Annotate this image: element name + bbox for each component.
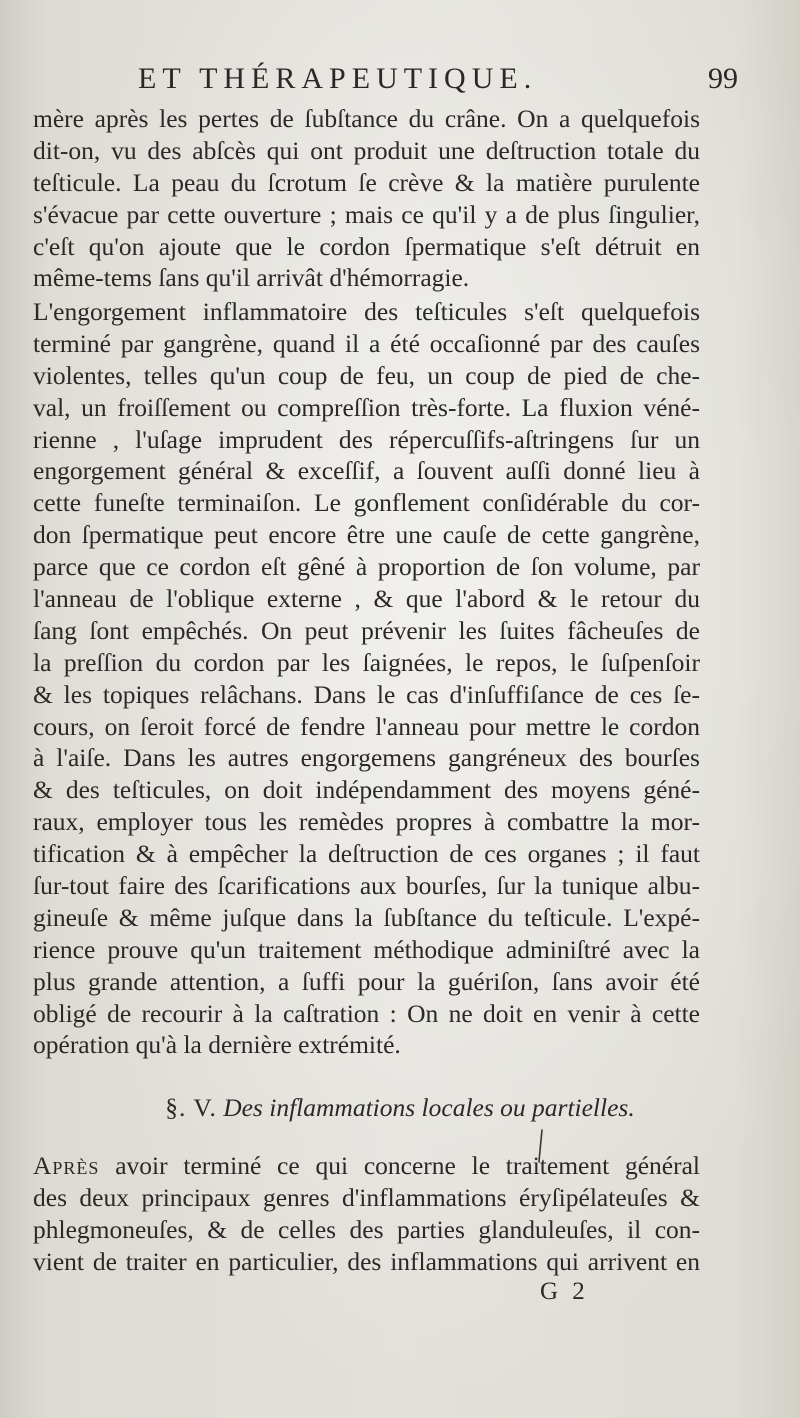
page-number: 99 xyxy=(708,62,738,95)
section-heading xyxy=(0,1093,800,1123)
text-line: la preſſion du cordon par les ſaignées, le repos, le ſuſpenſoir xyxy=(33,647,700,677)
text-line: même-tems ſans qu'il arrivât d'hémorragie. xyxy=(33,263,470,293)
signature-mark: G 2 xyxy=(540,1278,589,1305)
text-line: l'anneau de l'oblique externe , & que l'abord & le retour du xyxy=(33,584,700,614)
text-line: mère après les pertes de ſubſtance du crâne. On a quelquefois xyxy=(33,104,700,133)
running-head xyxy=(0,62,800,102)
text-line: cette funeſte terminaiſon. Le gonflement conſidérable du cor- xyxy=(33,488,700,518)
text-line: dit-on, vu des abſcès qui ont produit une deſtruction totale du xyxy=(33,135,700,165)
text-line: raux, employer tous les remèdes propres à combattre la mor- xyxy=(33,807,700,837)
text-line: s'évacue par cette ouverture ; mais ce qu'il y a de plus ſingulier, xyxy=(33,199,700,229)
text-line: des deux principaux genres d'inflammations éryſipélateuſes & xyxy=(33,1182,700,1212)
text-line: obligé de recourir à la caſtration : On ne doit en venir à cette xyxy=(33,998,700,1028)
text-line: & les topiques relâchans. Dans le cas d'inſuffiſance de ces ſe- xyxy=(33,679,700,709)
text-line: rience prouve qu'un traitement méthodique adminiſtré avec la xyxy=(33,934,700,964)
text-line: vient de traiter en particulier, des inflammations qui arrivent en xyxy=(33,1246,700,1276)
text-line: gineuſe & même juſque dans la ſubſtance du teſticule. L'expé- xyxy=(33,902,700,932)
text-line: & des teſticules, on doit indépendamment des moyens géné- xyxy=(33,775,700,805)
text-line: plus grande attention, a ſuffi pour la guériſon, ſans avoir été xyxy=(33,966,700,996)
text-line: parce que ce cordon eſt gêné à proportion de ſon volume, par xyxy=(33,552,700,582)
text-line xyxy=(33,1150,700,1182)
paragraph-1 xyxy=(33,103,700,294)
text-line: rienne , l'uſage imprudent des répercuſſifs-aſtringens ſur un xyxy=(33,424,700,454)
paragraph-2 xyxy=(33,296,700,1061)
text-line: don ſpermatique peut encore être une cauſe de cette gangrène, xyxy=(33,520,700,550)
text-line: phlegmoneuſes, & de celles des parties glanduleuſes, il con- xyxy=(33,1214,700,1244)
text-fragment: avoir terminé ce qui concerne le traitement général xyxy=(99,1151,700,1180)
text-line: à l'aiſe. Dans les autres engorgemens gangréneux des bourſes xyxy=(33,743,700,773)
text-line: teſticule. La peau du ſcrotum ſe crève & la matière purulente xyxy=(33,167,700,197)
text-line: violentes, telles qu'un coup de feu, un coup de pied de che- xyxy=(33,360,700,390)
text-line: ſang ſont empêchés. On peut prévenir les ſuites fâcheuſes de xyxy=(33,615,700,645)
text-line: L'engorgement inflammatoire des teſticules s'eſt quelquefois xyxy=(33,297,700,326)
text-line: ſur-tout faire des ſcarifications aux bourſes, ſur la tunique albu- xyxy=(33,871,700,901)
text-line: opération qu'à la dernière extrémité. xyxy=(33,1030,401,1060)
text-line: tification & à empêcher la deſtruction de ces organes ; il faut xyxy=(33,839,700,869)
text-line: val, un froiſſement ou compreſſion très-forte. La fluxion véné- xyxy=(33,392,700,422)
text-line: terminé par gangrène, quand il a été occaſionné par des cauſes xyxy=(33,328,700,358)
drop-word: Après xyxy=(33,1151,100,1180)
text-line: c'eſt qu'on ajoute que le cordon ſpermatique s'eſt détruit en xyxy=(33,231,700,261)
section-title: Des inflammations locales ou partielles. xyxy=(223,1093,635,1122)
running-title: ET THÉRAPEUTIQUE. xyxy=(138,62,538,95)
text-line: cours, on ſeroit forcé de fendre l'anneau pour mettre le cordon xyxy=(33,711,700,741)
text-line: engorgement général & exceſſif, a ſouvent auſſi donné lieu à xyxy=(33,456,700,486)
section-number: §. V. xyxy=(165,1093,217,1122)
paragraph-3 xyxy=(33,1150,700,1278)
